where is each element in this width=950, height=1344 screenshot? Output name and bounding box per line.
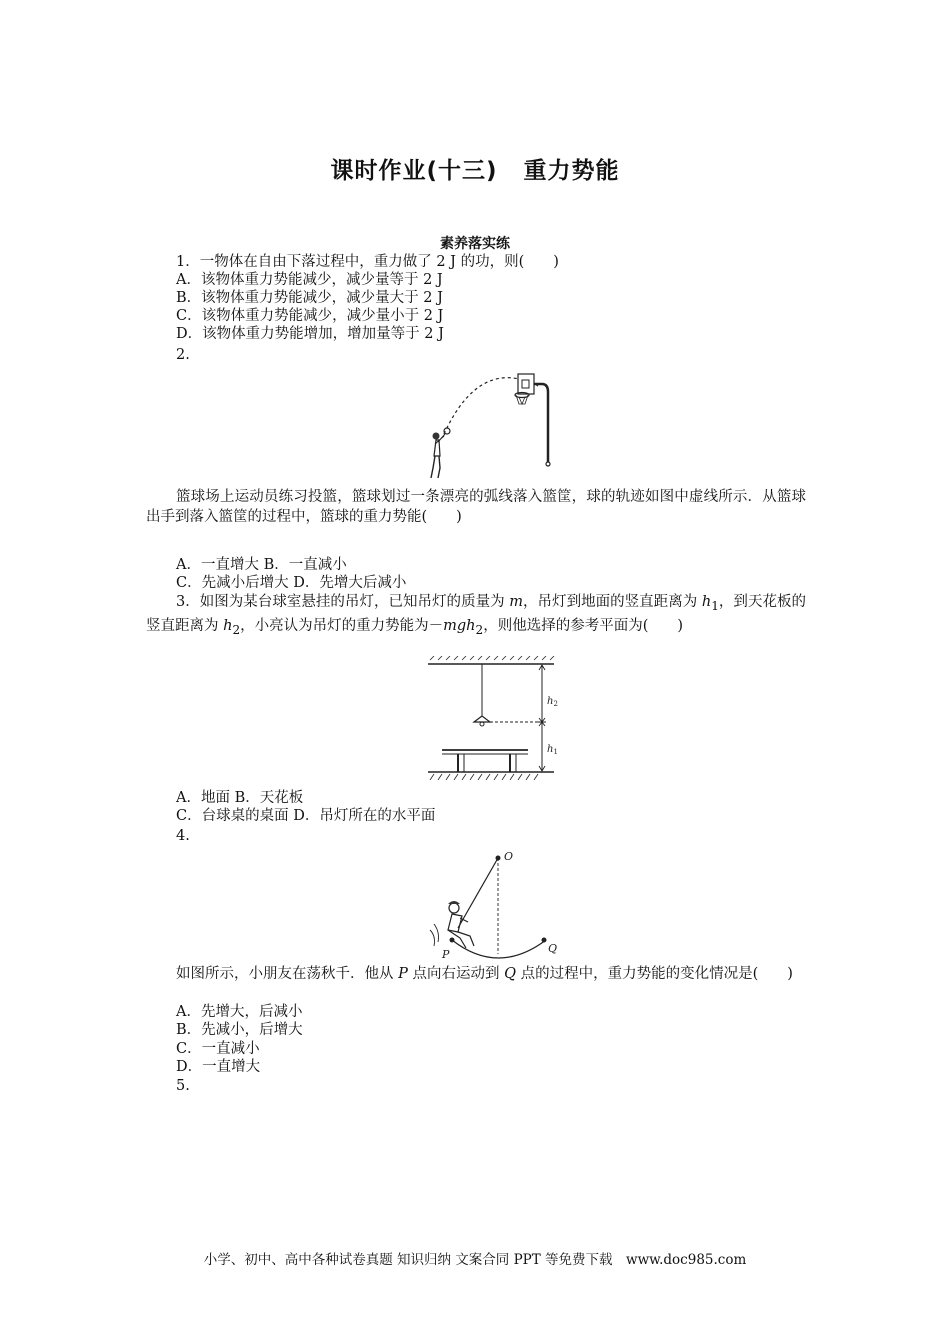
q4-option-b: B．先减小，后增大	[176, 1022, 303, 1038]
label-h1-sub: 1	[553, 748, 558, 756]
basketball-figure	[420, 366, 570, 486]
section-heading: 素养落实练	[440, 236, 510, 252]
label-Q: Q	[548, 942, 558, 955]
q2-number: 2.	[176, 347, 190, 363]
q3-options-row2: C．台球桌的桌面 D．吊灯所在的水平面	[176, 808, 436, 824]
q4-option-c: C．一直减小	[176, 1041, 260, 1057]
q4-option-a: A．先增大，后减小	[176, 1004, 303, 1020]
q3-stem: 3．如图为某台球室悬挂的吊灯，已知吊灯的质量为 m，吊灯到地面的竖直距离为 $h_1$，到天花板的竖直距离为 $h_2$，小亮认为吊灯的重力势能为－mgh$_2$，则他选择的参考平面为( )	[146, 594, 806, 637]
label-h2: h	[547, 696, 554, 707]
svg-text:h1	[547, 744, 558, 756]
label-O: O	[504, 850, 514, 863]
label-h2-sub: 2	[553, 700, 558, 708]
page-title	[0, 152, 950, 185]
label-P: P	[442, 948, 450, 961]
title-main: 课时作业(十三)	[330, 158, 498, 184]
q3-options-row1: A．地面 B．天花板	[176, 790, 304, 806]
q2-options-row1: A．一直增大 B．一直减小	[176, 557, 347, 573]
q1-option-a: A．该物体重力势能减少，减少量等于 2 J	[176, 272, 443, 288]
ceiling-lamp-figure	[420, 656, 570, 780]
q2-options-row2: C．先减小后增大 D．先增大后减小	[176, 575, 407, 591]
title-sub: 重力势能	[523, 158, 620, 184]
label-h1: h	[547, 744, 554, 755]
q4-stem: 如图所示，小朋友在荡秋千．他从 P 点向右运动到 Q 点的过程中，重力势能的变化情况是( )	[176, 966, 793, 982]
q5-number: 5.	[176, 1078, 190, 1094]
q1-stem: 1．一物体在自由下落过程中，重力做了 2 J 的功，则( )	[176, 254, 559, 270]
q4-option-d: D．一直增大	[176, 1059, 261, 1075]
q1-option-d: D．该物体重力势能增加，增加量等于 2 J	[176, 326, 444, 342]
svg-text:h2	[547, 696, 558, 708]
page-footer: 小学、初中、高中各种试卷真题 知识归纳 文案合同 PPT 等免费下载 www.doc985.com	[203, 1252, 747, 1268]
q2-stem: 篮球场上运动员练习投篮，篮球划过一条漂亮的弧线落入篮筐，球的轨迹如图中虚线所示．从篮球出手到落入篮筐的过程中，篮球的重力势能( )	[146, 489, 806, 525]
q4-number: 4.	[176, 828, 190, 844]
swing-figure	[424, 846, 574, 962]
q1-option-c: C．该物体重力势能减少，减少量小于 2 J	[176, 308, 444, 324]
q1-option-b: B．该物体重力势能减少，减少量大于 2 J	[176, 290, 443, 306]
